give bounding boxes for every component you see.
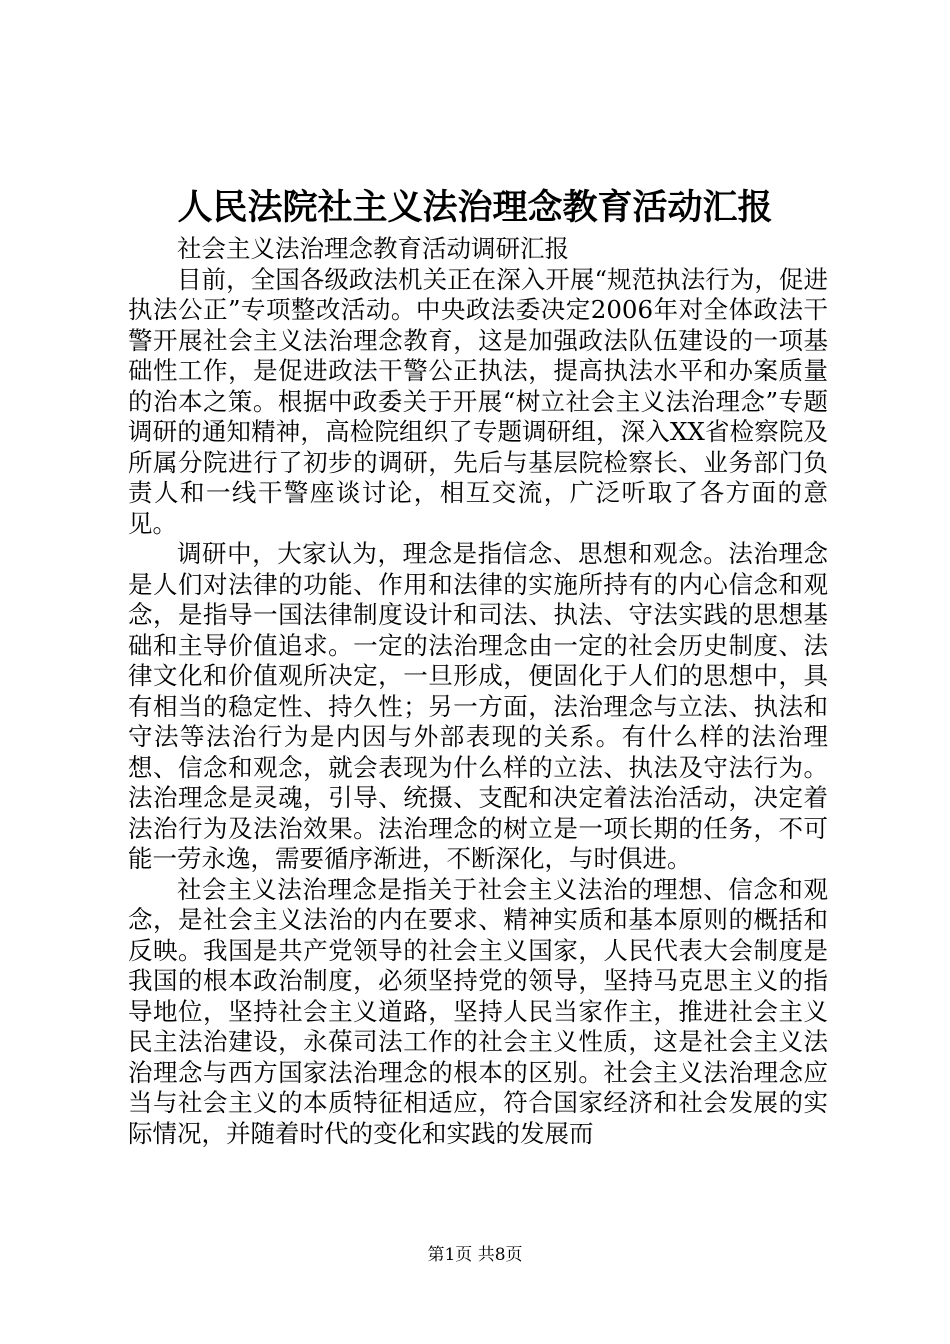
document-title: 人民法院社主义法治理念教育活动汇报 xyxy=(177,187,773,228)
paragraph-3: 社会主义法治理念是指关于社会主义法治的理想、信念和观念，是社会主义法治的内在要求、精神实质和基本原则的概括和反映。我国是共产党领导的社会主义国家，人民代表大会制度是我国的根本政治制度，必须坚持党的领导，坚持马克思主义的指导地位，坚持社会主义道路，坚持人民当家作主，推进社会主义民主法治建设，永葆司法工作的社会主义性质，这是社会主义法治理念与西方国家法治理念的根本的区别。社会主义法治理念应当与社会主义的本质特征相适应，符合国家经济和社会发展的实际情况，并随着时代的变化和实践的发展而 xyxy=(128,874,828,1148)
document-body xyxy=(128,234,828,1149)
paragraph-1: 目前，全国各级政法机关正在深入开展“规范执法行为，促进执法公正”专项整改活动。中央政法委决定2006年对全体政法干警开展社会主义法治理念教育，这是加强政法队伍建设的一项基础性工作，是促进政法干警公正执法，提高执法水平和办案质量的治本之策。根据中政委关于开展“树立社会主义法治理念”专题调研的通知精神，高检院组织了专题调研组，深入XX省检察院及所属分院进行了初步的调研，先后与基层院检察长、业务部门负责人和一线干警座谈讨论，相互交流，广泛听取了各方面的意见。 xyxy=(128,264,828,538)
paragraph-2: 调研中，大家认为，理念是指信念、思想和观念。法治理念是人们对法律的功能、作用和法律的实施所持有的内心信念和观念，是指导一国法律制度设计和司法、执法、守法实践的思想基础和主导价值追求。一定的法治理念由一定的社会历史制度、法律文化和价值观所决定，一旦形成，便固化于人们的思想中，具有相当的稳定性、持久性；另一方面，法治理念与立法、执法和守法等法治行为是内因与外部表现的关系。有什么样的法治理想、信念和观念，就会表现为什么样的立法、执法及守法行为。法治理念是灵魂，引导、统摄、支配和决定着法治活动，决定着法治行为及法治效果。法治理念的树立是一项长期的任务，不可能一劳永逸，需要循序渐进，不断深化，与时俱进。 xyxy=(128,539,828,873)
document-subtitle: 社会主义法治理念教育活动调研汇报 xyxy=(177,234,569,263)
page-number-footer: 第1页 共8页 xyxy=(427,1245,523,1265)
